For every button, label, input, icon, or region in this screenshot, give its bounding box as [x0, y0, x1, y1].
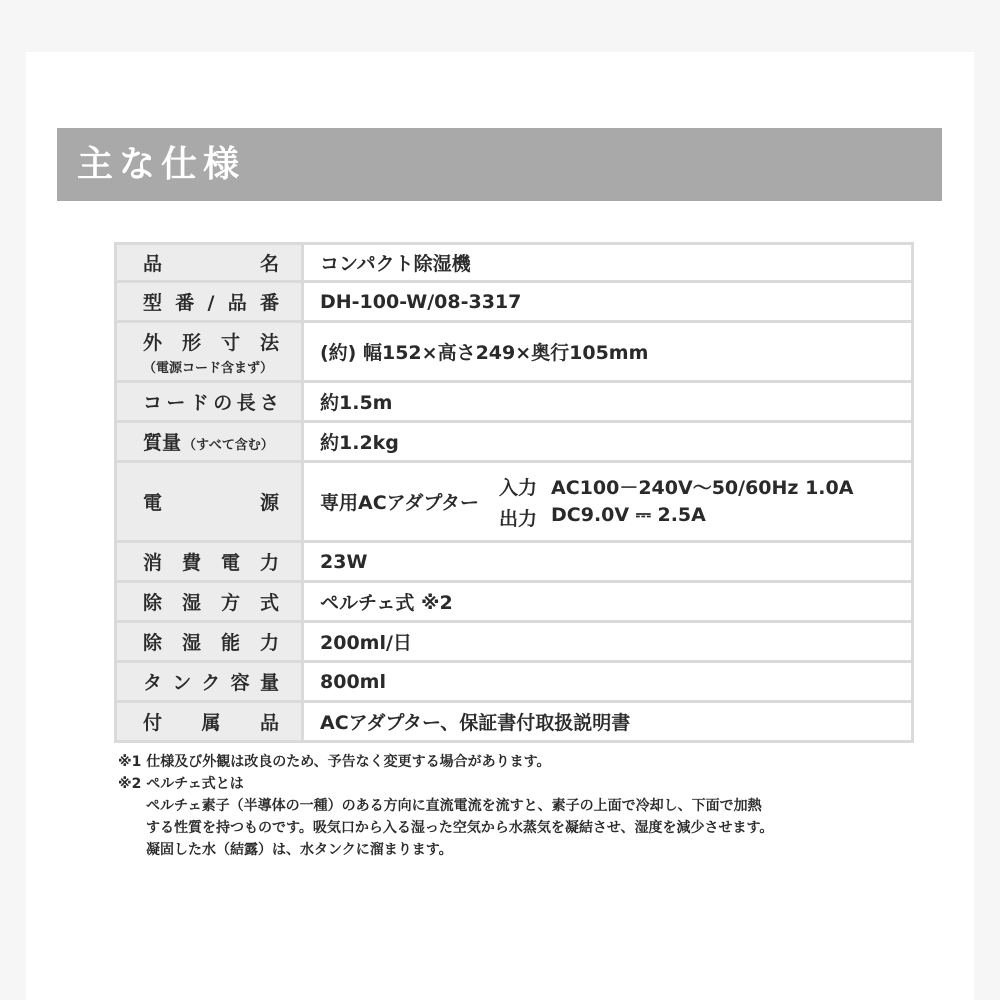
spec-label-group: [143, 428, 279, 455]
spec-value: コンパクト除湿機: [304, 245, 914, 280]
spec-value: ペルチェ式 ※2: [304, 583, 914, 620]
footnotes: [118, 751, 938, 861]
spec-table: [114, 242, 914, 743]
spec-label-cell: [114, 245, 304, 280]
spec-row-cord-length: [114, 383, 914, 423]
spec-label: 除湿能力: [143, 632, 279, 654]
spec-row-capacity: [114, 623, 914, 663]
footnote-1: ※1 仕様及び外観は改良のため、予告なく変更する場合があります。: [118, 754, 551, 770]
power-output-line: [499, 504, 853, 531]
spec-value: 約1.5m: [304, 383, 914, 420]
power-input-value: AC100－240V～50/60Hz 1.0A: [551, 476, 854, 499]
spec-value: 200ml/日: [304, 623, 914, 660]
spec-label-cell: [114, 623, 304, 660]
spec-value: 23W: [304, 543, 914, 580]
spec-label-cell: [114, 543, 304, 580]
footnote-2-line: 凝固した水（結露）は、水タンクに溜まります。: [146, 842, 453, 858]
spec-label: 型番/品番: [143, 292, 279, 314]
spec-label-cell: [114, 383, 304, 420]
footnote-2-line: ペルチェ素子（半導体の一種）のある方向に直流電流を流すと、素子の上面で冷却し、下面で加熱: [146, 798, 762, 814]
spec-sublabel: （電源コード含まず）: [143, 360, 274, 376]
section-title: 主な仕様: [77, 144, 246, 185]
spec-label-cell: [114, 703, 304, 740]
footnote-2-title: ※2 ペルチェ式とは: [118, 776, 244, 792]
power-spec: [320, 473, 853, 531]
spec-row-weight: [114, 423, 914, 463]
power-input-label: 入力: [499, 476, 538, 499]
spec-value: [304, 463, 914, 540]
power-input-line: [499, 473, 853, 500]
spec-label: 消費電力: [143, 552, 279, 574]
spec-label: 品 名: [143, 253, 279, 275]
spec-row-tank: [114, 663, 914, 703]
spec-value: ACアダプター、保証書付取扱説明書: [304, 703, 914, 740]
power-adapter-label: 専用ACアダプター: [320, 492, 479, 514]
spec-value: 800ml: [304, 663, 914, 700]
spec-label: コードの長さ: [143, 392, 279, 414]
spec-label-cell: [114, 283, 304, 320]
spec-value: (約) 幅152×高さ249×奥行105mm: [304, 323, 914, 380]
section-header: [57, 128, 942, 201]
spec-label: 除湿方式: [143, 592, 279, 614]
spec-label-cell: [114, 463, 304, 540]
spec-label: 外形寸法: [143, 331, 279, 354]
spec-row-model: [114, 283, 914, 323]
spec-row-dimensions: [114, 323, 914, 383]
power-lines: [499, 473, 853, 531]
spec-row-power: [114, 463, 914, 543]
spec-row-accessories: [114, 703, 914, 743]
spec-label-cell: [114, 663, 304, 700]
spec-label-cell: [114, 423, 304, 460]
spec-label-note: （すべて含む）: [183, 438, 274, 453]
spec-value: DH-100-W/08-3317: [304, 283, 914, 320]
spec-label: 質量: [143, 432, 182, 454]
footnote-2-line: する性質を持つものです。吸気口から入る湿った空気から水蒸気を凝結させ、湿度を減少させます。: [146, 820, 774, 836]
spec-label: 電 源: [143, 492, 279, 514]
power-output-value: DC9.0V ⎓ 2.5A: [551, 503, 706, 526]
spec-row-consumption: [114, 543, 914, 583]
spec-label: 付属品: [143, 712, 279, 734]
spec-value: 約1.2kg: [304, 423, 914, 460]
spec-label-cell: [114, 323, 304, 380]
spec-row-product-name: [114, 245, 914, 283]
power-output-label: 出力: [499, 507, 538, 530]
spec-row-method: [114, 583, 914, 623]
spec-label-cell: [114, 583, 304, 620]
spec-label: タンク容量: [143, 672, 279, 694]
